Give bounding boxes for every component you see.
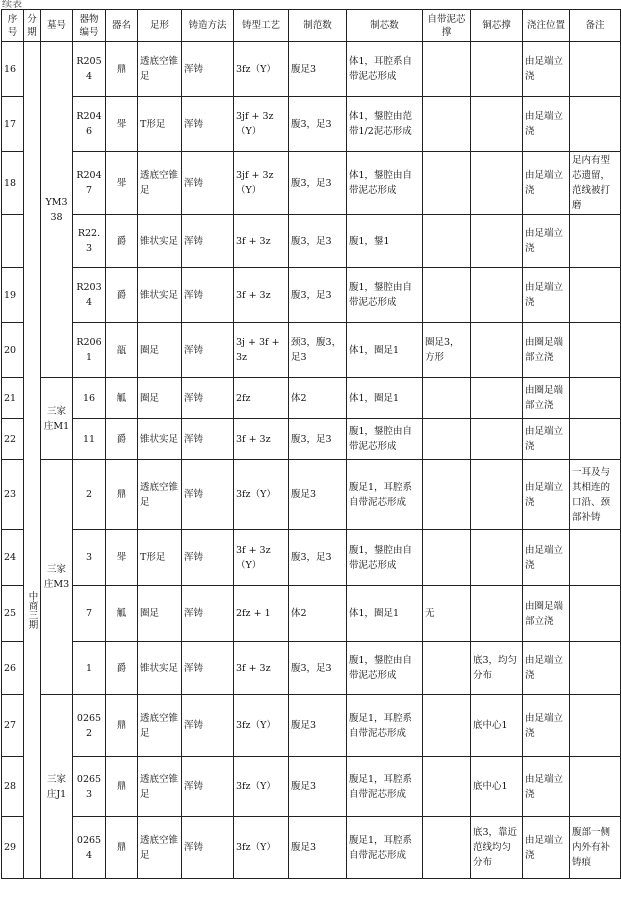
cell-name: 鼎 [106,695,138,757]
cell-note [570,757,621,817]
cell-note [570,215,621,268]
cell-pour: 由足端立浇 [523,419,570,460]
cell-obj: 2 [73,460,106,530]
cell-tomb: YM338 [41,42,73,378]
cell-fan: 腹足3 [289,757,347,817]
cell-pour: 由圈足端部立浇 [523,323,570,378]
cell-name: 爵 [106,419,138,460]
cell-mold: 3fz（Y） [234,757,289,817]
cell-core: 腹1，鋬腔由自带泥芯形成 [347,530,423,586]
cell-obj: 02654 [73,817,106,879]
cell-note [570,268,621,323]
cell-cu: 底中心1 [471,757,523,817]
cell-number: 18 [2,152,24,215]
cell-cu [471,460,523,530]
cell-tomb: 三家庄M1 [41,378,73,460]
cell-foot: 透底空锥足 [138,460,182,530]
cell-number: 16 [2,42,24,97]
cell-core: 腹足1，耳腔系自带泥芯形成 [347,757,423,817]
cell-note [570,97,621,152]
table-row [2,419,621,460]
cell-obj: R2046 [73,97,106,152]
cell-core: 腹足1，耳腔系自带泥芯形成 [347,460,423,530]
cell-self [423,642,471,695]
cell-mold: 3fz（Y） [234,460,289,530]
cell-obj: R2034 [73,268,106,323]
cell-self: 无 [423,586,471,642]
cell-pour: 由足端立浇 [523,642,570,695]
cell-obj: 1 [73,642,106,695]
cell-name: 爵 [106,215,138,268]
cell-name: 鼎 [106,460,138,530]
cell-number: 23 [2,460,24,530]
cell-method: 浑铸 [182,642,234,695]
cell-number: 27 [2,695,24,757]
cell-cu: 底3，均匀分布 [471,642,523,695]
cell-name: 觚 [106,586,138,642]
table-row [2,42,621,97]
cell-mold: 3f + 3z（Y） [234,530,289,586]
cell-number: 17 [2,97,24,152]
cell-method: 浑铸 [182,97,234,152]
cell-note [570,642,621,695]
table-row [2,268,621,323]
cell-method: 浑铸 [182,215,234,268]
cell-name: 鼎 [106,42,138,97]
cell-core: 腹足1，耳腔系自带泥芯形成 [347,817,423,879]
cell-self [423,378,471,419]
cell-mold: 3jf + 3z（Y） [234,97,289,152]
cell-fan: 颈3，腹3，足3 [289,323,347,378]
cell-name: 鼎 [106,757,138,817]
cell-method: 浑铸 [182,460,234,530]
cell-self [423,268,471,323]
cell-foot: 圈足 [138,323,182,378]
cell-method: 浑铸 [182,530,234,586]
cell-note [570,586,621,642]
cell-self: 圈足3，方形 [423,323,471,378]
cell-foot: T形足 [138,530,182,586]
cell-number: 19 [2,268,24,323]
cell-cu [471,268,523,323]
cell-fan: 体2 [289,378,347,419]
table-row [2,530,621,586]
cell-pour: 由足端立浇 [523,268,570,323]
cell-fan: 腹3，足3 [289,215,347,268]
cell-cu [471,419,523,460]
cell-pour: 由圈足端部立浇 [523,378,570,419]
table-row [2,460,621,530]
cell-core: 腹1，鋬腔由自带泥芯形成 [347,642,423,695]
col-header: 浇注位置 [523,10,570,42]
col-header: 器名 [106,10,138,42]
cell-obj: R2047 [73,152,106,215]
cell-name: 爵 [106,642,138,695]
cell-self [423,530,471,586]
cell-self [423,460,471,530]
cell-cu [471,586,523,642]
cell-pour: 由足端立浇 [523,460,570,530]
cell-foot: 锥状实足 [138,215,182,268]
cell-fan: 腹3，足3 [289,530,347,586]
cell-cu: 底中心1 [471,695,523,757]
table-row [2,97,621,152]
cell-core: 腹1，鋬腔由自带泥芯形成 [347,419,423,460]
cell-obj: R2054 [73,42,106,97]
cell-cu [471,42,523,97]
cell-fan: 腹3，足3 [289,419,347,460]
cell-cu [471,378,523,419]
cell-name: 觚 [106,378,138,419]
cell-note [570,419,621,460]
cell-fan: 腹足3 [289,460,347,530]
cell-fan: 腹3，足3 [289,268,347,323]
cell-fan: 腹足3 [289,42,347,97]
cell-mold: 2fz [234,378,289,419]
cell-mold: 3f + 3z [234,642,289,695]
cell-method: 浑铸 [182,268,234,323]
cell-name: 斝 [106,530,138,586]
cell-self [423,215,471,268]
cell-foot: 锥状实足 [138,268,182,323]
cell-core: 腹足1，耳腔系自带泥芯形成 [347,695,423,757]
cell-cu [471,530,523,586]
cell-note [570,323,621,378]
table-row [2,642,621,695]
cell-obj: R22.3 [73,215,106,268]
cell-foot: 锥状实足 [138,642,182,695]
cell-tomb: 三家庄J1 [41,695,73,879]
cell-number: 20 [2,323,24,378]
cell-mold: 3f + 3z [234,215,289,268]
cell-core: 腹1，鋬1 [347,215,423,268]
cell-cu [471,97,523,152]
cell-method: 浑铸 [182,817,234,879]
cell-number: 26 [2,642,24,695]
col-header: 制芯数 [347,10,423,42]
cell-method: 浑铸 [182,152,234,215]
cell-name: 斝 [106,97,138,152]
cell-foot: 锥状实足 [138,419,182,460]
cell-pour: 由足端立浇 [523,97,570,152]
cell-core: 体1，耳腔系自带泥芯形成 [347,42,423,97]
header-row [2,10,621,42]
cell-pour: 由足端立浇 [523,530,570,586]
cell-self [423,419,471,460]
cell-foot: 透底空锥足 [138,817,182,879]
cell-self [423,817,471,879]
cell-foot: 透底空锥足 [138,757,182,817]
col-header: 墓号 [41,10,73,42]
table-row [2,215,621,268]
cell-obj: 3 [73,530,106,586]
cell-tomb: 三家庄M3 [41,460,73,695]
cell-mold: 3j + 3f + 3z [234,323,289,378]
cell-foot: 透底空锥足 [138,695,182,757]
cell-fan: 腹3，足3 [289,642,347,695]
cell-core: 体1，鋬腔由自带泥芯形成 [347,152,423,215]
table-row [2,378,621,419]
cell-foot: 透底空锥足 [138,42,182,97]
cell-method: 浑铸 [182,586,234,642]
cell-foot: 透底空锥足 [138,152,182,215]
cell-method: 浑铸 [182,42,234,97]
cell-core: 体1，鋬腔由范带1/2泥芯形成 [347,97,423,152]
cell-mold: 3jf + 3z（Y） [234,152,289,215]
cell-obj: 16 [73,378,106,419]
cell-foot: 圈足 [138,378,182,419]
cell-mold: 3f + 3z [234,268,289,323]
cell-foot: T形足 [138,97,182,152]
cell-self [423,97,471,152]
cell-self [423,152,471,215]
table-row [2,817,621,879]
col-header: 制范数 [289,10,347,42]
cell-name: 鼎 [106,817,138,879]
col-header: 铸型工艺 [234,10,289,42]
cell-number: 25 [2,586,24,642]
cell-mold: 3fz（Y） [234,42,289,97]
cell-core: 体1，圈足1 [347,586,423,642]
cell-mold: 3fz（Y） [234,817,289,879]
cell-name: 瓿 [106,323,138,378]
cell-self [423,695,471,757]
cell-cu: 底3，靠近范线均匀分布 [471,817,523,879]
cell-cu [471,215,523,268]
cell-number: 24 [2,530,24,586]
cell-number: 29 [2,817,24,879]
col-header: 足形 [138,10,182,42]
cell-pour: 由足端立浇 [523,215,570,268]
cell-number [2,215,24,268]
cell-method: 浑铸 [182,378,234,419]
cell-note [570,695,621,757]
cell-mold: 2fz + 1 [234,586,289,642]
cell-method: 浑铸 [182,695,234,757]
col-header: 铸造方法 [182,10,234,42]
col-header: 备注 [570,10,621,42]
cell-number: 28 [2,757,24,817]
casting-table [1,9,621,879]
cell-mold: 3fz（Y） [234,695,289,757]
cell-obj: 02652 [73,695,106,757]
cell-pour: 由足端立浇 [523,757,570,817]
cell-name: 爵 [106,268,138,323]
cell-note: 腹部一侧内外有补铸痕 [570,817,621,879]
cell-mold: 3f + 3z [234,419,289,460]
continued-note: 续表 [2,0,22,10]
cell-self [423,757,471,817]
cell-core: 体1，圈足1 [347,323,423,378]
cell-pour: 由足端立浇 [523,42,570,97]
cell-cu [471,152,523,215]
cell-fan: 体2 [289,586,347,642]
col-header: 器物编号 [73,10,106,42]
cell-core: 体1，圈足1 [347,378,423,419]
cell-note: 足内有型芯遗留，范线被打磨 [570,152,621,215]
cell-number: 21 [2,378,24,419]
cell-number: 22 [2,419,24,460]
cell-method: 浑铸 [182,419,234,460]
cell-self [423,42,471,97]
table-row [2,757,621,817]
cell-pour: 由足端立浇 [523,152,570,215]
cell-name: 斝 [106,152,138,215]
table-row [2,586,621,642]
cell-pour: 由圈足端部立浇 [523,586,570,642]
cell-cu [471,323,523,378]
cell-note: 一耳及与其相连的口沿、颈部补铸 [570,460,621,530]
table-row [2,152,621,215]
col-header: 自带泥芯撑 [423,10,471,42]
cell-pour: 由足端立浇 [523,695,570,757]
cell-fan: 腹足3 [289,817,347,879]
cell-fan: 腹3，足3 [289,152,347,215]
cell-method: 浑铸 [182,323,234,378]
col-header: 序号 [2,10,24,42]
cell-fan: 腹3，足3 [289,97,347,152]
cell-obj: R2061 [73,323,106,378]
cell-period: 中商三期 [24,42,41,879]
cell-core: 腹1，鋬腔由自带泥芯形成 [347,268,423,323]
col-header: 铜芯撑 [471,10,523,42]
table-row [2,323,621,378]
cell-fan: 腹足3 [289,695,347,757]
cell-note [570,42,621,97]
cell-obj: 11 [73,419,106,460]
cell-foot: 圈足 [138,586,182,642]
table-row [2,695,621,757]
cell-note [570,378,621,419]
col-header: 分期 [24,10,41,42]
cell-pour: 由足端立浇 [523,817,570,879]
cell-obj: 7 [73,586,106,642]
cell-method: 浑铸 [182,757,234,817]
cell-obj: 02653 [73,757,106,817]
cell-note [570,530,621,586]
